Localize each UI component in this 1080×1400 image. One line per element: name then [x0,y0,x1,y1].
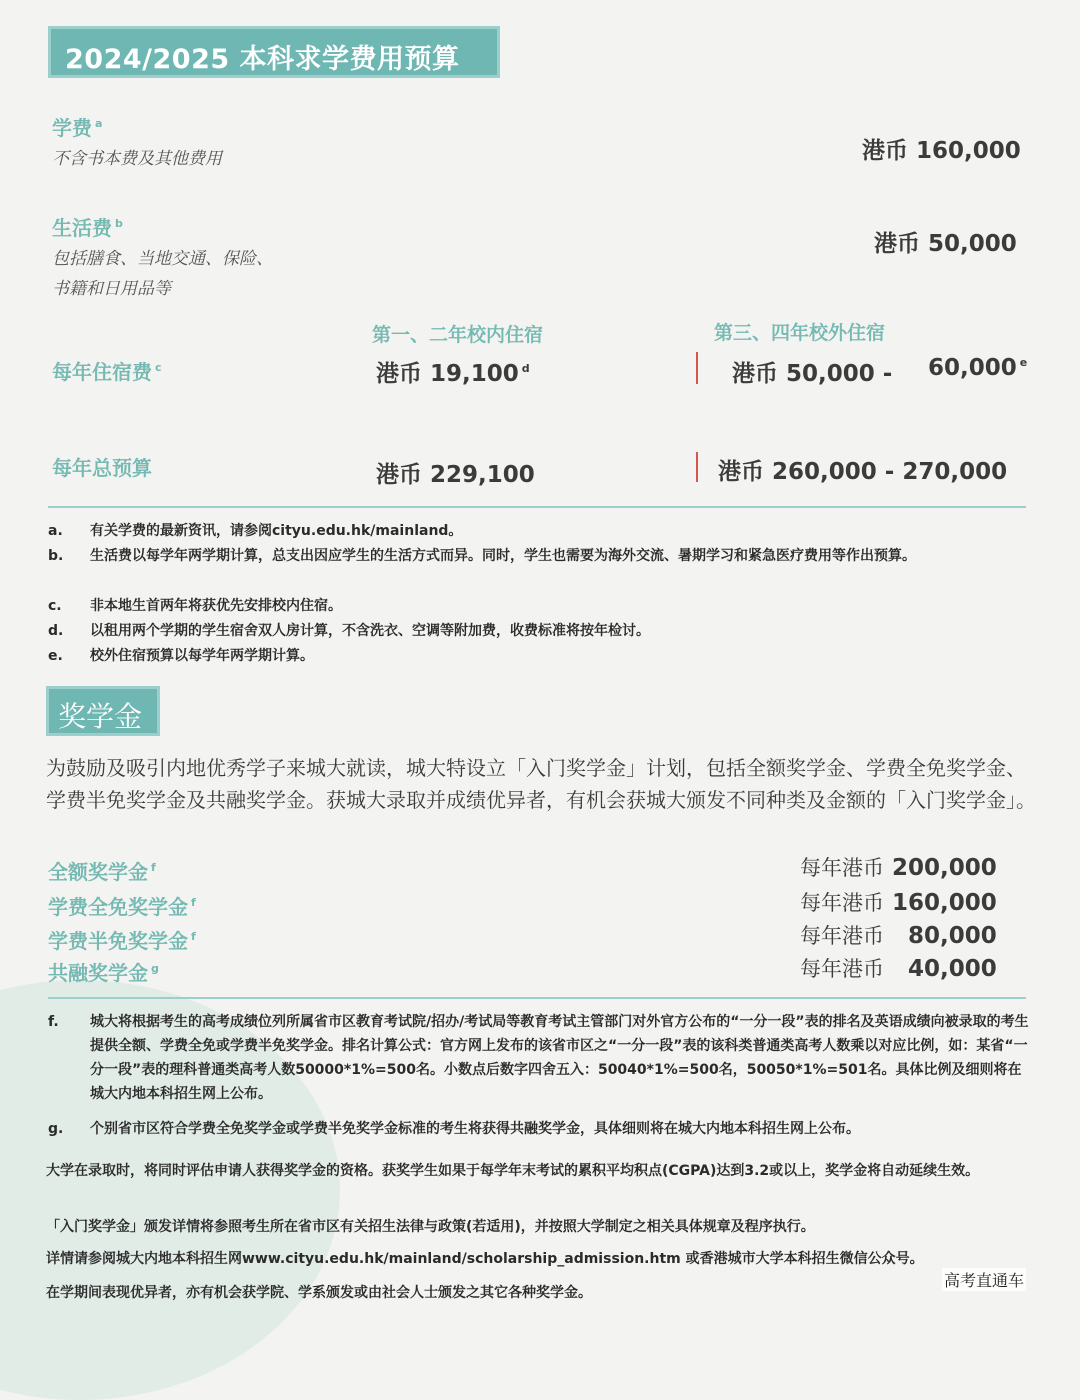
column-divider-total [696,452,698,482]
housing-offcampus-amount-high: 60,000 $^e$ [928,355,1028,381]
scholarship-item-full: 全额奖学金 $^f$ [48,860,156,884]
tuition-amount: 港币 160,000 [862,138,1021,164]
title-banner [48,26,500,78]
footnote-e: e. 校外住宿预算以每学年两学期计算。 [48,648,314,664]
section-divider [48,506,1026,508]
total-offcampus-amount: 港币 260,000 - 270,000 [718,459,1008,485]
scholarship-amount-inclusion: 每年港币 40,000 [800,956,997,982]
paragraph-policy: 「入门奖学金」颁发详情将参照考生所在省市区有关招生法律与政策(若适用)，并按照大学制定之相关具体规章及程序执行。 [46,1219,815,1235]
column-divider [696,352,698,384]
scholarship-amount-tuition-half: 每年港币 80,000 [800,923,997,949]
footnote-a: a. 有关学费的最新资讯，请参阅cityu.edu.hk/mainland。 [48,523,463,539]
page-title: 2024/2025 本科求学费用预算 [65,44,460,75]
living-amount: 港币 50,000 [874,231,1017,257]
living-note-1: 包括膳食、当地交通、保险、 [52,249,273,269]
scholarship-banner [46,686,160,736]
scholarship-divider [48,997,1026,999]
living-note-2: 书籍和日用品等 [52,279,171,299]
scholarship-item-tuition-half: 学费半免奖学金 $^f$ [48,929,196,953]
paragraph-other-scholarships: 在学期间表现优异者，亦有机会获学院、学系颁发或由社会人士颁发之其它各种奖学金。 [46,1285,592,1301]
footnote-d: d. 以租用两个学期的学生宿舍双人房计算，不含洗衣、空调等附加费，收费标准将按年检讨。 [48,623,650,639]
scholarship-intro: 为鼓励及吸引内地优秀学子来城大就读，城大特设立「入门奖学金」计划，包括全额奖学金、学费全免奖学金、学费半免奖学金及共融奖学金。获城大录取并成绩优异者，有机会获城大颁发不同种类及金额的「入门奖学金」。 [46,756,1036,812]
tuition-label: 学费 $^a$ [52,116,103,140]
footnote-b: b. 生活费以每学年两学期计算，总支出因应学生的生活方式而异。同时，学生也需要为海外交流、暑期学习和紧急医疗费用等作出预算。 [48,548,916,564]
housing-oncampus-amount: 港币 19,100 $^d$ [376,361,530,387]
scholarship-item-inclusion: 共融奖学金 $^g$ [48,961,159,985]
housing-offcampus-amount-low: 港币 50,000 - [732,361,893,387]
total-oncampus-amount: 港币 229,100 [376,462,535,488]
living-label: 生活费 $^b$ [52,216,123,240]
footnote-c: c. 非本地生首两年将获优先安排校内住宿。 [48,598,342,614]
housing-label: 每年住宿费 $^c$ [52,360,162,384]
footnote-f: f. 城大将根据考生的高考成绩位列所属省市区教育考试院/招办/考试局等教育考试主管部门对外官方公布的“一分一段”表的排名及英语成绩向被录取的考生提供全额、学费全免或学费半免奖学金。排名计算公式：官方网上发布的该省市区之“一分一段”表的该科类普通类高考人数乘以对应比例，如：某省“一分一段”表的理科普通类高考人数50000*1%=500名。小数点后数字四舍五入：50040*1%=500名，50050*1%=501名。具体比例及细则将在城大内地本科招生网上公布。 [48,1014,1029,1102]
paragraph-eligibility: 大学在录取时，将同时评估申请人获得奖学金的资格。获奖学生如果于每学年末考试的累积平均积点(CGPA)达到3.2或以上，奖学金将自动延续生效。 [46,1163,980,1179]
scholarship-amount-full: 每年港币 200,000 [800,855,997,881]
column-header-oncampus: 第一、二年校内住宿 [372,324,544,346]
footnote-g: g. 个别省市区符合学费全免奖学金或学费半免奖学金标准的考生将获得共融奖学金，具体细则将在城大内地本科招生网上公布。 [48,1121,860,1137]
column-header-offcampus: 第三、四年校外住宿 [714,322,886,344]
watermark-text: 高考直通车 [942,1268,1026,1291]
scholarship-item-tuition-full: 学费全免奖学金 $^f$ [48,895,196,919]
tuition-note: 不含书本费及其他费用 [52,149,222,169]
paragraph-details-link: 详情请参阅城大内地本科招生网www.cityu.edu.hk/mainland/scholarship_admission.htm 或香港城市大学本科招生微信公众号。 [46,1251,924,1267]
scholarship-amount-tuition-full: 每年港币 160,000 [800,890,997,916]
scholarship-heading: 奖学金 [58,700,143,733]
total-label: 每年总预算 [52,456,152,480]
